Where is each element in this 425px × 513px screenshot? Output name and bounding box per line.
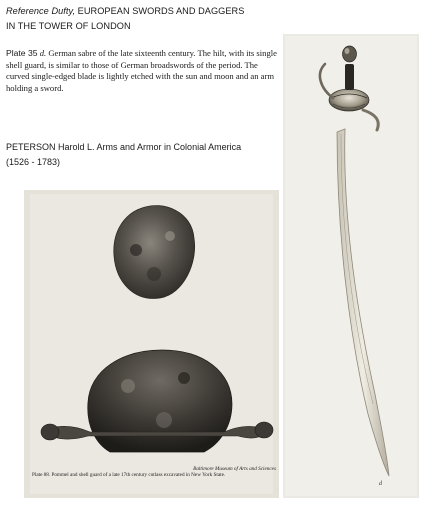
caption-text: Plate 88. Pommel and shell guard of a late 17th century cutlass excavated in New York State. bbox=[32, 472, 226, 479]
reference-title-line2: IN THE TOWER OF LONDON bbox=[6, 21, 131, 31]
caption-museum: Baltimore Museum of Arts and Sciences bbox=[193, 466, 276, 472]
shell-guard-icon bbox=[88, 350, 232, 452]
cutlass-caption bbox=[32, 466, 276, 478]
sabre-photo-label: d bbox=[379, 481, 382, 487]
grip-icon bbox=[345, 64, 354, 90]
sabre-photograph bbox=[283, 34, 419, 498]
plate-label: Plate 35 bbox=[6, 48, 38, 58]
reference-header bbox=[6, 4, 286, 34]
peterson-title: PETERSON Harold L. Arms and Armor in Colonial America bbox=[6, 142, 242, 152]
peterson-dates: (1526 - 1783) bbox=[6, 157, 61, 167]
reference-title: EUROPEAN SWORDS AND DAGGERS bbox=[77, 6, 245, 16]
reference-author: Reference Dufty, bbox=[6, 6, 76, 16]
pommel-icon bbox=[343, 46, 357, 62]
peterson-reference bbox=[6, 140, 286, 170]
plate-description bbox=[6, 48, 278, 94]
plate-description-text: German sabre of the late sixteenth century. The hilt, with its single shell guard, is similar to those of German broadswords of the period. The curved single-edged blade is lightly etched with the sun and moon and an arm holding a sword. bbox=[6, 48, 277, 93]
plate-letter: d. bbox=[39, 48, 47, 58]
cutlass-photograph bbox=[24, 190, 279, 498]
